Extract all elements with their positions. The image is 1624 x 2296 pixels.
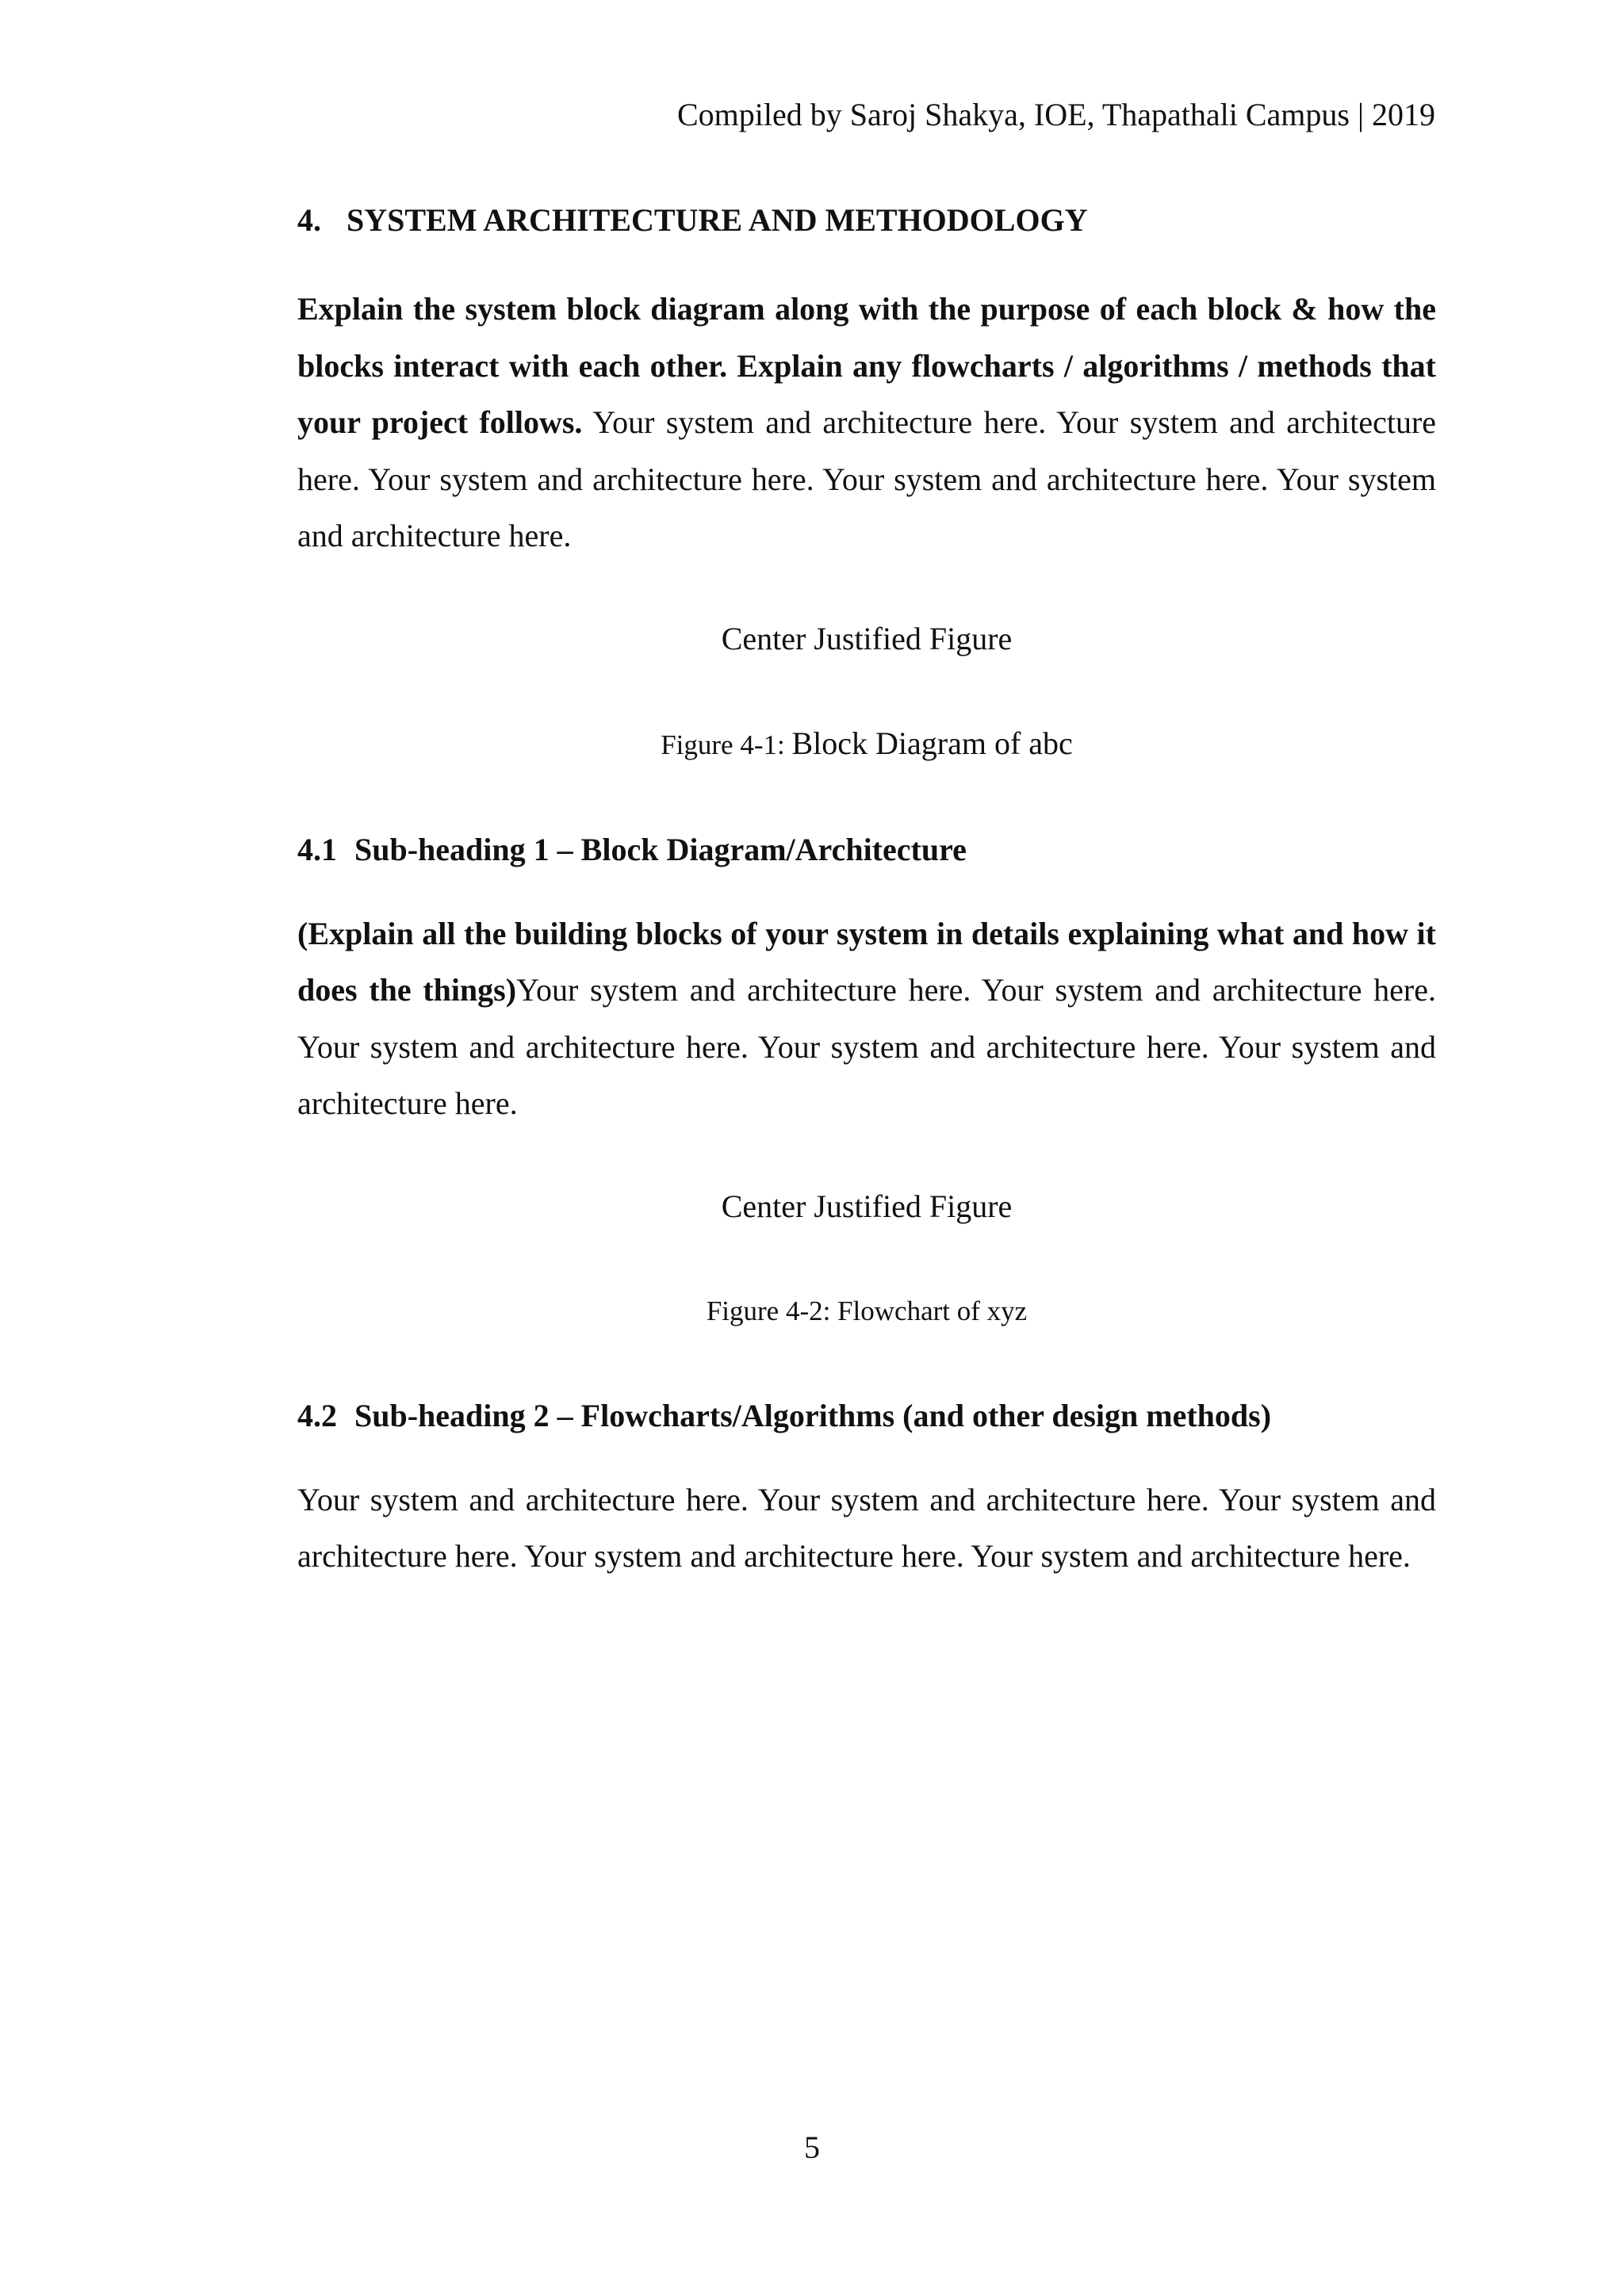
section-title: Sub-heading 1 – Block Diagram/Architecture: [354, 831, 967, 867]
intro-normal-text: Your system and architecture here. Your system and architecture here. Your system and architecture here. Your system and architecture here. Your system and architecture here.: [297, 404, 1437, 553]
intro-paragraph: [297, 281, 1436, 564]
section-number: 4.1: [297, 831, 337, 867]
figure-2-placeholder: Center Justified Figure: [721, 1188, 1013, 1224]
running-header: Compiled by Saroj Shakya, IOE, Thapathali Campus | 2019: [676, 97, 1435, 132]
figure-1-caption-prefix: Figure 4-1:: [661, 729, 792, 760]
section-4-1-normal-text: Your system and architecture here. Your system and architecture here. Your system and architecture here. Your system and architecture here. Your system and architecture here.: [297, 972, 1436, 1121]
page-content: [297, 190, 1436, 1585]
figure-1-placeholder: Center Justified Figure: [721, 620, 1013, 656]
section-number: 4.2: [297, 1397, 337, 1433]
section-4-2-paragraph: Your system and architecture here. Your system and architecture here. Your system and architecture here. Your system and architecture here. Your system and architecture here.: [297, 1481, 1436, 1574]
chapter-number: 4.: [297, 202, 321, 238]
chapter-heading: [297, 197, 1436, 244]
section-4-1-paragraph: [297, 905, 1436, 1132]
figure-1-caption: [297, 720, 1436, 769]
intro-bold-text: Explain the system block diagram along with the purpose of each block & how the blocks interact with each other. Explain any flowcharts / algorithms / methods that your project follows.: [297, 291, 1436, 440]
figure-2-caption: Figure 4-2: Flowchart of xyz: [706, 1295, 1028, 1326]
page-number: 5: [804, 2130, 820, 2165]
chapter-title: SYSTEM ARCHITECTURE AND METHODOLOGY: [347, 202, 1088, 238]
section-4-1-bold-text: (Explain all the building blocks of your system in details explaining what and how it does the things): [297, 915, 1436, 1008]
section-heading-4-1: [297, 826, 1436, 874]
section-title: Sub-heading 2 – Flowcharts/Algorithms (and other design methods): [354, 1397, 1272, 1433]
figure-1-caption-title: Block Diagram of abc: [791, 725, 1073, 761]
section-heading-4-2: [297, 1392, 1436, 1440]
